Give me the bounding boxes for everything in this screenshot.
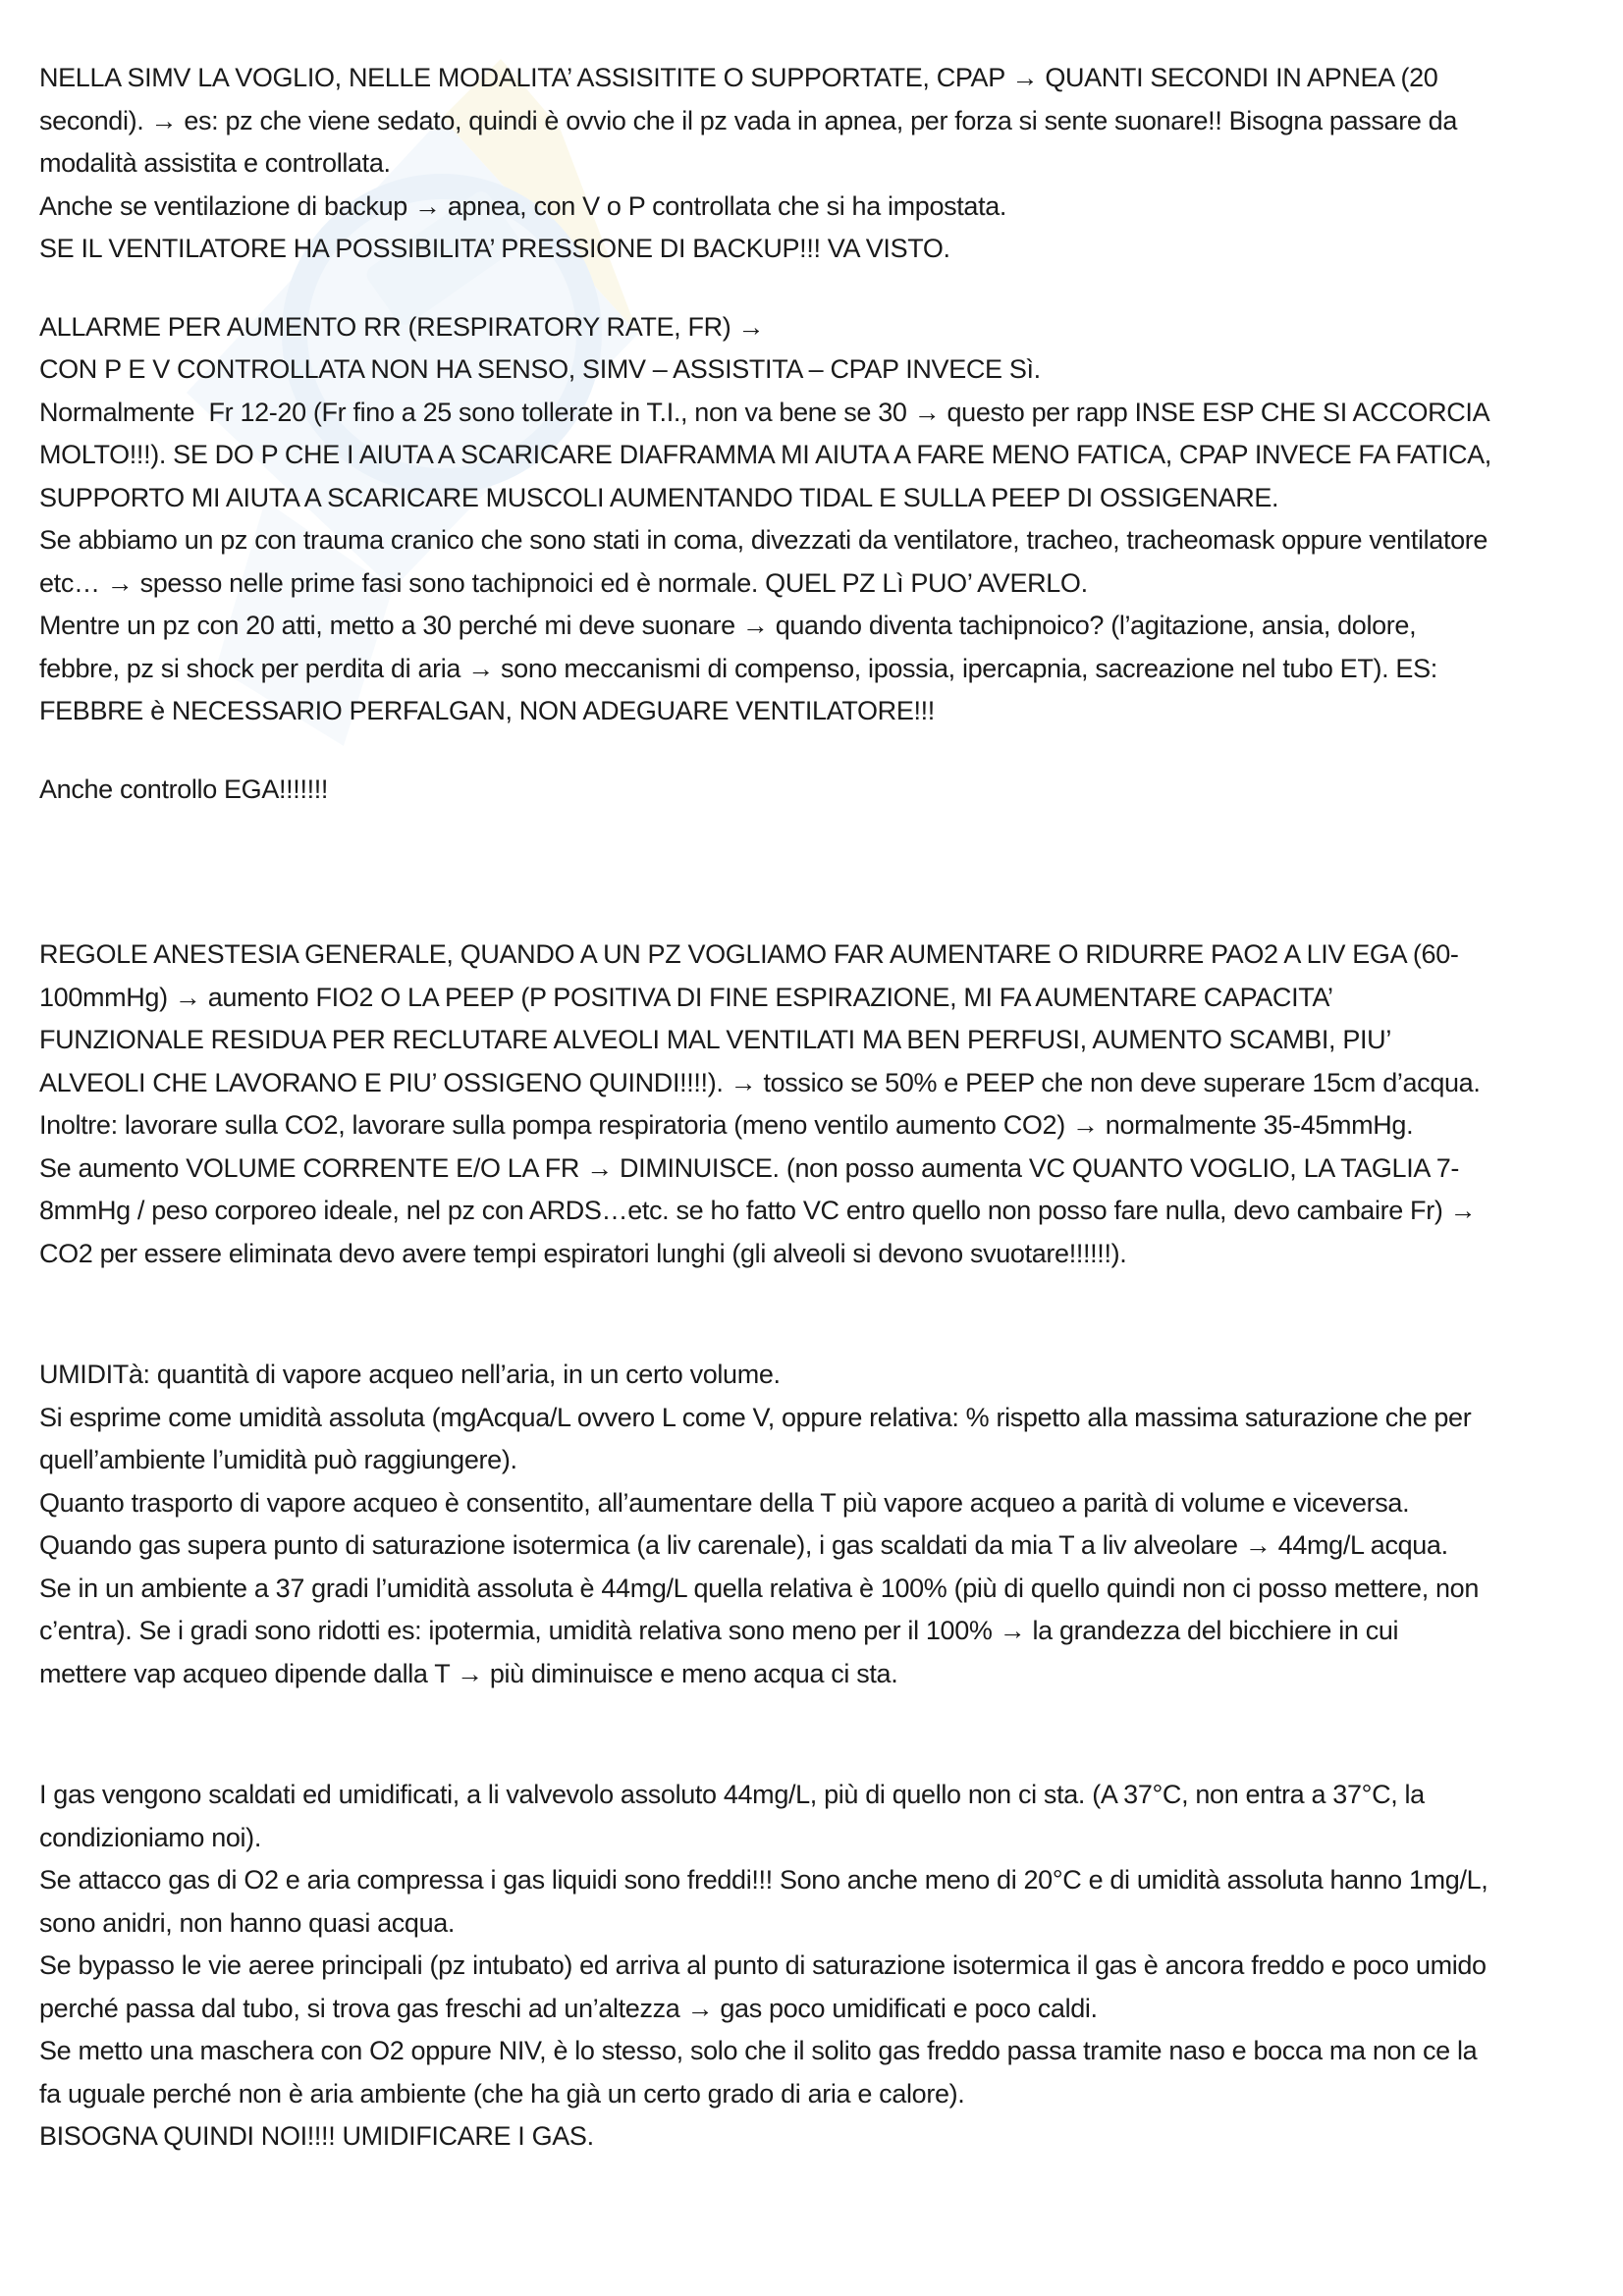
- paragraph: ALLARME PER AUMENTO RR (RESPIRATORY RATE, FR) →: [39, 311, 765, 342]
- paragraph: I gas vengono scaldati ed umidificati, a li valvevolo assoluto 44mg/L, più di quello non ci sta. (A 37°C, non entra a 37°C, la condizioniamo noi).: [39, 1780, 1432, 1852]
- paragraph: CON P E V CONTROLLATA NON HA SENSO, SIMV – ASSISTITA – CPAP INVECE Sì.: [39, 354, 1041, 384]
- paragraph: Si esprime come umidità assoluta (mgAcqua/L ovvero L come V, oppure relativa: % rispetto alla massima saturazione che per quell’ambiente l’umidità può raggiungere).: [39, 1402, 1479, 1474]
- paragraph: Se metto una maschera con O2 oppure NIV, è lo stesso, solo che il solito gas freddo passa tramite naso e bocca ma non ce la fa uguale perché non è aria ambiente (che ha già un certo grado di aria e calore).: [39, 2036, 1485, 2109]
- paragraph: BISOGNA QUINDI NOI!!!! UMIDIFICARE I GAS.: [39, 2121, 594, 2151]
- section-allarme-rr: [39, 306, 1499, 733]
- paragraph: Se aumento VOLUME CORRENTE E/O LA FR → DIMINUISCE. (non posso aumenta VC QUANTO VOGLIO, LA TAGLIA 7-8mmHg / peso corporeo ideale, nel pz con ARDS…etc. se ho fatto VC entro quello non posso fare nulla, devo cambaire Fr) → CO2 per essere eliminata devo avere tempi espiratori lunghi (gli alveoli si devono svuotare!!!!!!).: [39, 1152, 1484, 1268]
- paragraph: Se attacco gas di O2 e aria compressa i gas liquidi sono freddi!!! Sono anche meno di 20°C e di umidità assoluta hanno 1mg/L, sono anidri, non hanno quasi acqua.: [39, 1865, 1495, 1938]
- paragraph: Anche se ventilazione di backup → apnea, con V o P controllata che si ha impostata.: [39, 190, 1007, 221]
- section-anestesia-generale: [39, 934, 1492, 1275]
- paragraph: Normalmente Fr 12-20 (Fr fino a 25 sono tollerate in T.I., non va bene se 30 → questo per rapp INSE ESP CHE SI ACCORCIA MOLTO!!!). SE DO P CHE I AIUTA A SCARICARE DIAFRAMMA MI AIUTA A FARE MENO FATICA, CPAP INVECE FA FATICA, SUPPORTO MI AIUTA A SCARICARE MUSCOLI AUMENTANDO TIDAL E SULLA PEEP DI OSSIGENARE.: [39, 397, 1499, 512]
- paragraph: REGOLE ANESTESIA GENERALE, QUANDO A UN PZ VOGLIAMO FAR AUMENTARE O RIDURRE PAO2 A LIV EGA (60-100mmHg) → aumento FIO2 O LA PEEP (P POSITIVA DI FINE ESPIRAZIONE, MI FA AUMENTARE CAPACITA’ FUNZIONALE RESIDUA PER RECLUTARE ALVEOLI MAL VENTILATI MA BEN PERFUSI, AUMENTO SCAMBI, PIU’ ALVEOLI CHE LAVORANO E PIU’ OSSIGENO QUINDI!!!!). → tossico se 50% e PEEP che non deve superare 15cm d’acqua.: [39, 939, 1481, 1097]
- paragraph: Anche controllo EGA!!!!!!!: [39, 774, 329, 804]
- paragraph: Se bypasso le vie aeree principali (pz intubato) ed arriva al punto di saturazione isotermica il gas è ancora freddo e poco umido perché passa dal tubo, si trova gas freschi ad un’altezza → gas poco umidificati e poco caldi.: [39, 1950, 1493, 2023]
- section-apnea: [39, 57, 1492, 271]
- paragraph: UMIDITà: quantità di vapore acqueo nell’aria, in un certo volume.: [39, 1360, 781, 1389]
- paragraph: Se abbiamo un pz con trauma cranico che sono stati in coma, divezzati da ventilatore, tracheo, tracheomask oppure ventilatore etc… → spesso nelle prime fasi sono tachipnoici ed è normale. QUEL PZ Lì PUO’ AVERLO.: [39, 525, 1495, 598]
- section-ega: [39, 769, 1492, 812]
- paragraph: Quando gas supera punto di saturazione isotermica (a liv carenale), i gas scaldati da mia T a liv alveolare → 44mg/L acqua.: [39, 1530, 1448, 1560]
- paragraph: SE IL VENTILATORE HA POSSIBILITA’ PRESSIONE DI BACKUP!!! VA VISTO.: [39, 234, 950, 263]
- document-page: [39, 57, 1499, 2159]
- paragraph: Quanto trasporto di vapore acqueo è consentito, all’aumentare della T più vapore acqueo a parità di volume e viceversa.: [39, 1487, 1410, 1518]
- paragraph: Inoltre: lavorare sulla CO2, lavorare sulla pompa respiratoria (meno ventilo aumento CO2) → normalmente 35-45mmHg.: [39, 1110, 1414, 1140]
- section-gas-umidificazione: [39, 1774, 1495, 2159]
- paragraph: Mentre un pz con 20 atti, metto a 30 perché mi deve suonare → quando diventa tachipnoico? (l’agitazione, ansia, dolore, febbre, pz si shock per perdita di aria → sono meccanismi di compenso, ipossia, ipercapnia, sacreazione nel tubo ET). ES: FEBBRE è NECESSARIO PERFALGAN, NON ADEGUARE VENTILATORE!!!: [39, 611, 1445, 725]
- paragraph: Se in un ambiente a 37 gradi l’umidità assoluta è 44mg/L quella relativa è 100% (più di quello quindi non ci posso mettere, non c’entra). Se i gradi sono ridotti es: ipotermia, umidità relativa sono meno per il 100% → la grandezza del bicchiere in cui mettere vap acqueo dipende dalla T → più diminuisce e meno acqua ci sta.: [39, 1573, 1487, 1688]
- section-umidita: [39, 1354, 1492, 1695]
- paragraph: NELLA SIMV LA VOGLIO, NELLE MODALITA’ ASSISITITE O SUPPORTATE, CPAP → QUANTI SECONDI IN APNEA (20 secondi). → es: pz che viene sedato, quindi è ovvio che il pz vada in apnea, per forza si sente suonare!! Bisogna passare da modalità assistita e controllata.: [39, 63, 1465, 178]
